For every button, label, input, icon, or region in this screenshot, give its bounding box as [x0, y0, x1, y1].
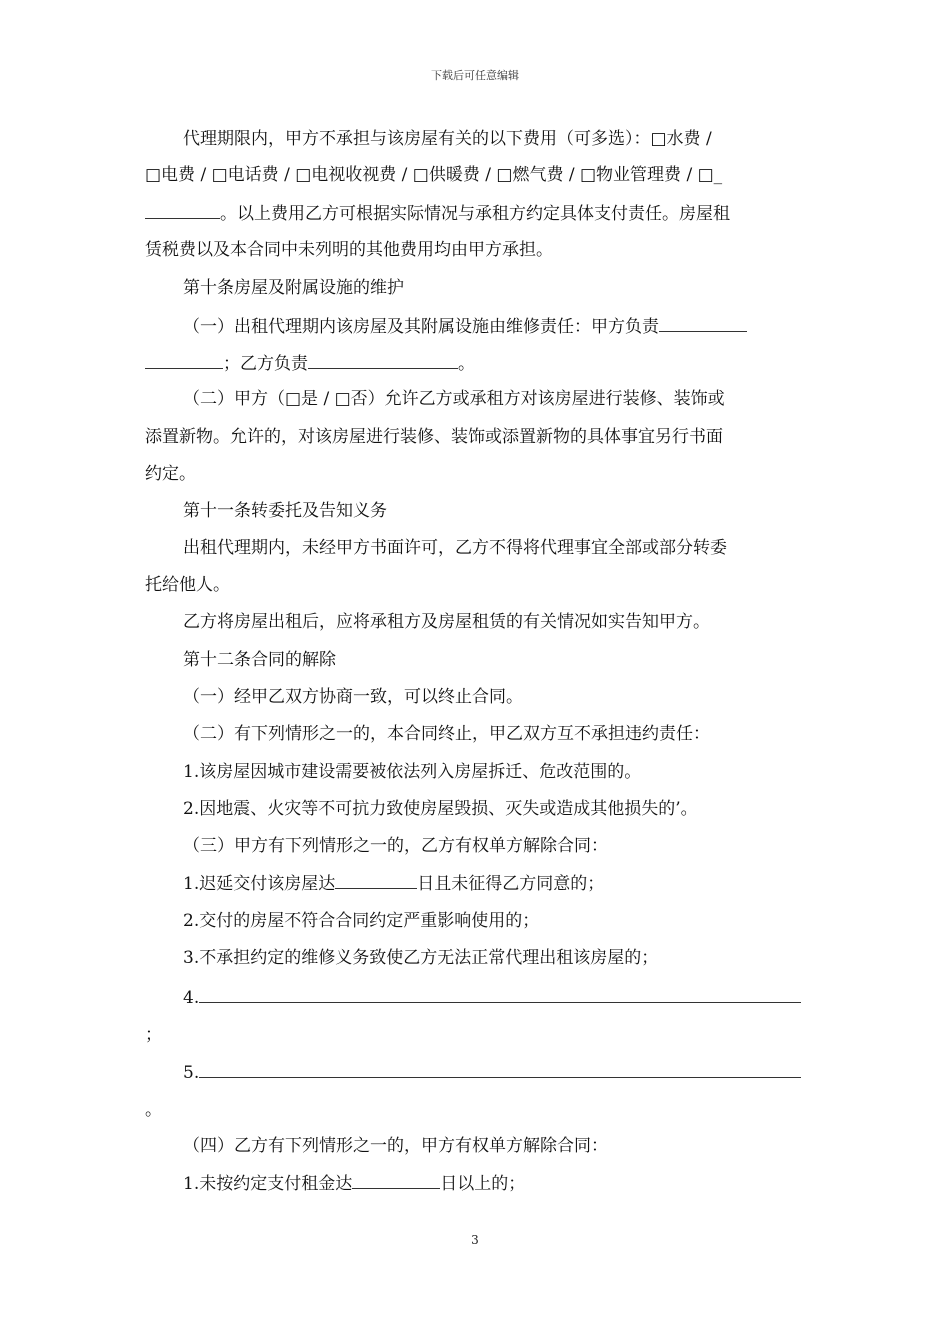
page-number: 3: [471, 1233, 479, 1247]
paragraph-line: （三）甲方有下列情形之一的，乙方有权单方解除合同：: [183, 836, 608, 856]
page-header: 下载后可任意编辑: [431, 69, 519, 82]
paragraph-text: 1.未按约定支付租金达: [183, 1174, 353, 1194]
blank-underline: [335, 872, 417, 889]
paragraph-text: 。: [458, 354, 475, 374]
paragraph-line: 。: [145, 1100, 162, 1120]
paragraph-text: 5.: [183, 1063, 200, 1083]
paragraph-text: 日且未征得乙方同意的；: [417, 874, 605, 894]
blank-underline: [308, 352, 458, 369]
list-item: [183, 1061, 807, 1084]
section-heading: 第十条房屋及附属设施的维护: [183, 278, 404, 298]
paragraph-line: 约定。: [145, 464, 196, 484]
paragraph-line: 乙方将房屋出租后，应将承租方及房屋租赁的有关情况如实告知甲方。: [183, 612, 710, 632]
paragraph-line: （四）乙方有下列情形之一的，甲方有权单方解除合同：: [183, 1136, 608, 1156]
paragraph-line: □电费 / □电话费 / □电视收视费 / □供暖费 / □燃气费 / □物业管理费 / □_: [145, 165, 723, 185]
paragraph-line: [183, 315, 807, 338]
paragraph-line: ；: [145, 1025, 162, 1045]
paragraph-text: 日以上的；: [440, 1174, 526, 1194]
paragraph-line: 托给他人。: [145, 575, 230, 595]
paragraph-line: 代理期限内，甲方不承担与该房屋有关的以下费用（可多选）：□水费 /: [183, 129, 712, 149]
section-heading: 第十二条合同的解除: [183, 650, 336, 670]
blank-underline: [145, 202, 220, 219]
paragraph-text: ；乙方负责: [223, 354, 308, 374]
blank-underline: [199, 1061, 801, 1078]
blank-underline: [352, 1172, 440, 1189]
paragraph-line: （二）甲方（□是 / □否）允许乙方或承租方对该房屋进行装修、装饰或: [183, 389, 725, 409]
list-item: 2.因地震、火灾等不可抗力致使房屋毁损、灭失或造成其他损失的’。: [183, 799, 698, 819]
paragraph-text: 1.迟延交付该房屋达: [183, 874, 336, 894]
paragraph-line: （一）经甲乙双方协商一致，可以终止合同。: [183, 687, 523, 707]
blank-underline: [659, 315, 747, 332]
list-item: 2.交付的房屋不符合合同约定严重影响使用的；: [183, 911, 540, 931]
paragraph-line: 出租代理期内，未经甲方书面许可，乙方不得将代理事宜全部或部分转委: [183, 538, 727, 558]
section-heading: 第十一条转委托及告知义务: [183, 501, 387, 521]
blank-underline: [145, 352, 223, 369]
paragraph-line: [145, 202, 807, 225]
paragraph-text: 。以上费用乙方可根据实际情况与承租方约定具体支付责任。房屋租: [220, 204, 730, 224]
paragraph-line: [145, 352, 807, 375]
list-item: 1.该房屋因城市建设需要被依法列入房屋拆迁、危改范围的。: [183, 762, 642, 782]
list-item: [183, 872, 807, 895]
paragraph-text: 4.: [183, 988, 200, 1008]
paragraph-line: （二）有下列情形之一的，本合同终止，甲乙双方互不承担违约责任：: [183, 724, 710, 744]
list-item: 3.不承担约定的维修义务致使乙方无法正常代理出租该房屋的；: [183, 948, 659, 968]
list-item: [183, 1172, 807, 1195]
paragraph-text: （一）出租代理期内该房屋及其附属设施由维修责任：甲方负责: [183, 317, 659, 337]
list-item: [183, 986, 807, 1009]
blank-underline: [199, 986, 801, 1003]
paragraph-line: 添置新物。允许的，对该房屋进行装修、装饰或添置新物的具体事宜另行书面: [145, 427, 723, 447]
paragraph-line: 赁税费以及本合同中未列明的其他费用均由甲方承担。: [145, 240, 553, 260]
